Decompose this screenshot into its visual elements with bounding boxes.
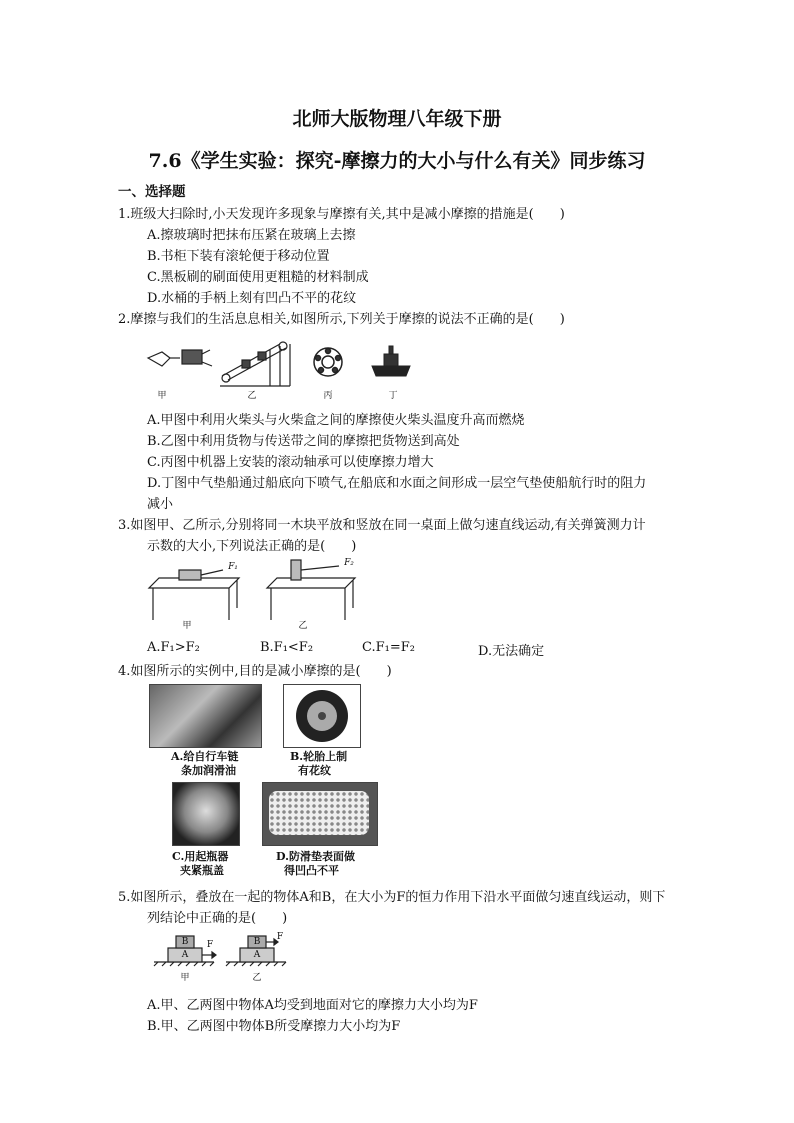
question-3-option-c: C.F₁=F₂ [362,640,415,655]
tire-drawing [284,685,360,747]
question-2-option-c: C.丙图中机器上安装的滚动轴承可以使摩擦力增大 [147,455,434,470]
caption-a-line1: A.给自行车链 [171,750,239,763]
page-title: 北师大版物理八年级下册 [292,108,502,130]
hovercraft-drawing [372,346,410,376]
question-4-stem: 4.如图所示的实例中,目的是减小摩擦的是( ) [118,664,392,679]
question-1-option-b: B.书柜下装有滚轮便于移动位置 [147,249,330,264]
question-1-stem: 1.班级大扫除时,小天发现许多现象与摩擦有关,其中是减小摩擦的措施是( ) [118,207,565,222]
caption-a-line2: 条加润滑油 [181,764,236,777]
figure-label-jia: 甲 [180,973,190,983]
question-2-stem: 2.摩擦与我们的生活息息相关,如图所示,下列关于摩擦的说法不正确的是( ) [118,312,565,327]
figure-label-bing: 丙 [323,391,333,401]
force-label-f1: F₁ [228,562,238,572]
caption-d-line2: 得凹凸不平 [284,864,339,877]
match-strike-drawing [148,350,212,366]
block-a-label: A [181,950,189,960]
question-3-option-d: D.无法确定 [478,644,545,659]
force-f-label: F [276,932,284,942]
caption-b-line1: B.轮胎上制 [290,750,348,763]
question-3-stem-line1: 3.如图甲、乙所示,分别将同一木块平放和竖放在同一桌面上做匀速直线运动,有关弹簧测力计 [118,518,646,533]
force-f-label: F [206,940,214,950]
anti-slip-mat-photo [262,782,378,846]
conveyor-belt-drawing [220,342,290,386]
question-1-option-c: C.黑板刷的刷面使用更粗糙的材料制成 [147,270,369,285]
question-5-option-b: B.甲、乙两图中物体B所受摩擦力大小均为F [147,1019,401,1034]
block-b-label: B [253,937,261,947]
bicycle-chain-photo [149,684,262,748]
question-2-figure [140,336,430,404]
section-heading: 一、选择题 [118,184,186,200]
tire-photo [283,684,361,748]
caption-d-line1: D.防滑垫表面做 [276,850,355,863]
question-5-stem-line2: 列结论中正确的是( ) [147,911,288,926]
figure-label-jia: 甲 [157,391,167,401]
figure-label-ding: 丁 [388,391,398,401]
force-label-f2: F₂ [344,558,354,568]
mat-surface [269,791,369,835]
question-1-option-d: D.水桶的手柄上刻有凹凸不平的花纹 [147,291,357,306]
question-3-figure [145,558,375,630]
question-5-figure [150,930,290,986]
question-3-option-b: B.F₁<F₂ [260,640,314,655]
question-2-option-a: A.甲图中利用火柴头与火柴盒之间的摩擦使火柴头温度升高而燃烧 [147,413,525,428]
bearing-drawing [314,348,342,376]
question-5-option-a: A.甲、乙两图中物体A均受到地面对它的摩擦力大小均为F [147,998,478,1013]
figure-label-jia: 甲 [182,621,192,631]
block-b-label: B [181,937,189,947]
q4-caption-c [172,850,228,878]
page-subtitle: 7.6《学生实验：探究-摩擦力的大小与什么有关》同步练习 [148,150,646,172]
question-5-stem-line1: 5.如图所示，叠放在一起的物体A和B，在大小为F的恒力作用下沿水平面做匀速直线运动，则下 [118,890,666,905]
caption-c-line2: 夹紧瓶盖 [180,864,224,877]
bottle-opener-photo [172,782,240,846]
question-3-stem-line2: 示数的大小,下列说法正确的是( ) [147,539,357,554]
q4-caption-a [171,750,238,778]
question-2-option-b: B.乙图中利用货物与传送带之间的摩擦把货物送到高处 [147,434,460,449]
stacked-blocks-illustration [150,930,290,986]
q4-caption-d [276,850,355,878]
q4-caption-b [290,750,347,778]
caption-c-line1: C.用起瓶器 [172,850,229,863]
caption-b-line2: 有花纹 [298,764,331,777]
question-2-option-d: D.丁图中气垫船通过船底向下喷气,在船底和水面之间形成一层空气垫使船航行时的阻力 [147,476,647,491]
figure-label-yi: 乙 [298,621,308,631]
figure-label-yi: 乙 [247,391,257,401]
question-1-option-a: A.擦玻璃时把抹布压紧在玻璃上去擦 [147,228,356,243]
figure-label-yi: 乙 [252,973,262,983]
question-3-option-a: A.F₁>F₂ [147,640,200,655]
block-a-label: A [253,950,261,960]
question-2-option-d-cont: 减小 [147,497,174,512]
